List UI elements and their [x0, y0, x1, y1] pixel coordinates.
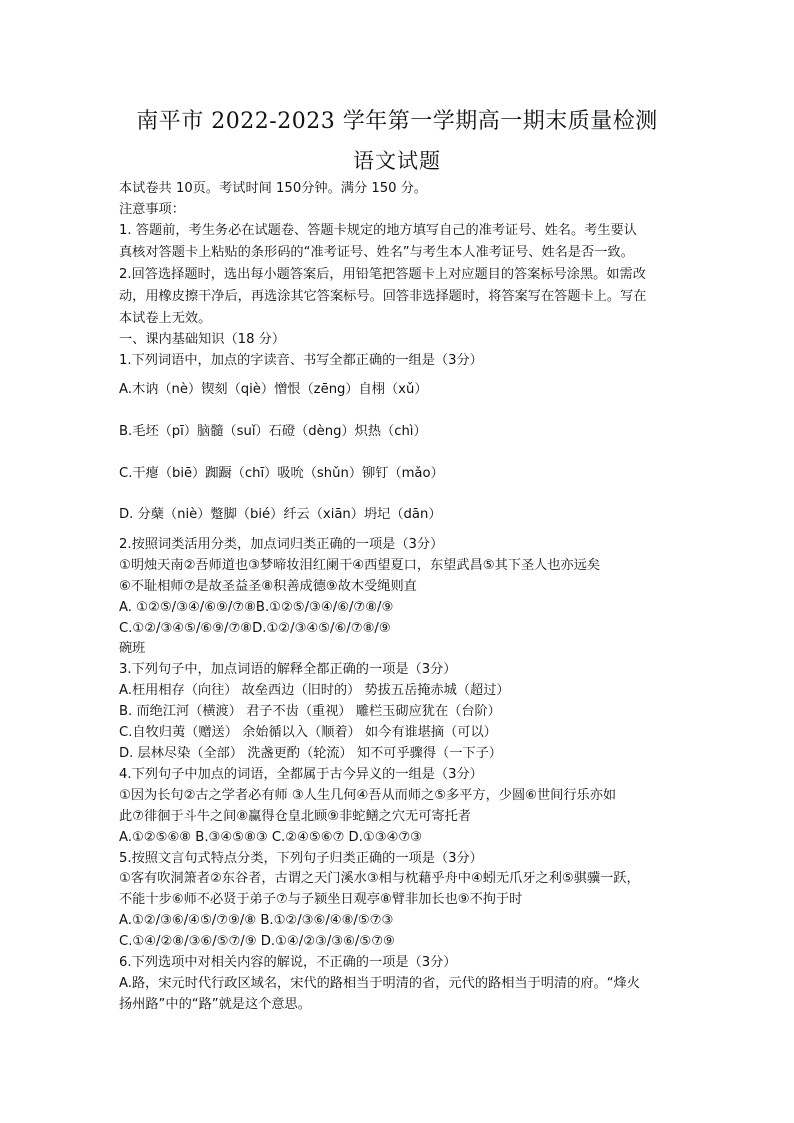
q4-items-line-1: ①因为长句②古之学者必有师 ③人生几何④吾从而师之⑤多平方，少圆⑥世间行乐亦如 — [119, 788, 617, 803]
q4-options: A.①②⑤⑥⑧ B.③④⑤⑧③ C.②④⑤⑥⑦ D.①③④⑦③ — [119, 830, 422, 845]
q2-extra-text: 碗班 — [119, 641, 146, 656]
q6-option-a-line-2: 扬州路”中的“路”就是这个意思。 — [119, 997, 311, 1012]
q3-option-a: A.枉用相存（向往） 故垒西边（旧时的） 势拔五岳掩赤城（超过） — [119, 683, 510, 698]
q1-stem: 1.下列词语中，加点的字读音、书写全都正确的一组是（3分） — [119, 353, 483, 368]
q5-options-ab: A.①②/③⑥/④⑤/⑦⑨/⑧ B.①②/③⑥/④⑧/⑤⑦③ — [119, 913, 394, 928]
q6-option-a-line-1: A.路，宋元时代行政区域名，宋代的路相当于明清的省，元代的路相当于明清的府。“烽火 — [119, 976, 640, 991]
q1-option-d: D. 分蘖（niè）蹩脚（bié）纤云（xiān）坍圮（dān） — [119, 507, 442, 522]
q4-stem: 4.下列句子中加点的词语，全都属于古今异义的一组是（3分） — [119, 767, 483, 782]
notice-2-line-3: 本试卷上无效。 — [119, 311, 212, 326]
q1-option-c: C.干瘪（biē）踟蹰（chī）吸吮（shǔn）铆钉（mǎo） — [119, 466, 444, 481]
q2-items-line-2: ⑥不耻相师⑦是故圣益圣⑧积善成德⑨故木受绳则直 — [119, 579, 417, 594]
q4-items-line-2: 此⑦徘徊于斗牛之间⑧赢得仓皇北顾⑨非蛇鳝之穴无可寄托者 — [119, 809, 471, 824]
notice-1-line-1: 1. 答题前，考生务必在试题卷、答题卡规定的地方填写自己的准考证号、姓名。考生要认 — [119, 223, 637, 238]
q3-option-b: B. 而绝江河（横渡） 君子不齿（重视） 雕栏玉砌应犹在（台阶） — [119, 704, 501, 719]
q6-stem: 6.下列选项中对相关内容的解说，不正确的一项是（3分） — [119, 955, 457, 970]
q5-items-line-2: 不能十步⑥师不必贤于弟子⑦与子颍坐日观亭⑧臂非加长也⑨不拘于时 — [119, 892, 523, 907]
q2-options-ab: A. ①②⑤/③④/⑥⑨/⑦⑧B.①②⑤/③④/⑥/⑦⑧/⑨ — [119, 600, 394, 615]
q2-stem: 2.按照词类活用分类，加点词归类正确的一项是（3分） — [119, 537, 444, 552]
q3-option-c: C.自牧归荑（赠送） 余始循以入（顺着） 如今有谁堪摘（可以） — [119, 725, 497, 740]
q1-option-b: B.毛坯（pī）脑髓（suǐ）石磴（dèng）炽热（chì） — [119, 424, 427, 439]
exam-info: 本试卷共 10页。考试时间 150分钟。满分 150 分。 — [119, 181, 428, 196]
q2-items-line-1: ①明烛天南②吾师道也③梦啼妆泪红阑干④西望夏口，东望武昌⑤其下圣人也亦远矣 — [119, 558, 601, 573]
exam-subtitle: 语文试题 — [353, 149, 441, 173]
q5-items-line-1: ①客有吹洞箫者②东谷者，古谓之天门溪水③相与枕藉乎舟中④蚓无爪牙之利⑤骐骥一跃， — [119, 871, 640, 886]
q3-stem: 3.下列句子中，加点词语的解释全都正确的一项是（3分） — [119, 662, 457, 677]
notice-heading: 注意事项： — [119, 202, 185, 217]
q5-options-cd: C.①④/②⑧/③⑥/⑤⑦/⑨ D.①④/②③/③⑥/⑤⑦⑨ — [119, 934, 395, 949]
section-heading: 一、课内基础知识（18 分） — [119, 332, 286, 347]
q1-option-a: A.木讷（nè）锲刻（qiè）憎恨（zēng）自栩（xǔ） — [119, 382, 428, 397]
exam-title: 南平市 2022-2023 学年第一学期高一期末质量检测 — [136, 109, 658, 134]
notice-2-line-2: 动，用橡皮擦干净后，再选涂其它答案标号。回答非选择题时，将答案写在答题卡上。写在 — [119, 289, 647, 304]
q3-option-d: D. 层林尽染（全部） 洗盏更酌（轮流） 知不可乎骤得（一下子） — [119, 746, 502, 761]
q5-stem: 5.按照文言句式特点分类，下列句子归类正确的一项是（3分） — [119, 851, 483, 866]
notice-1-line-2: 真核对答题卡上粘贴的条形码的“准考证号、姓名”与考生本人准考证号、姓名是否一致。 — [119, 245, 634, 260]
notice-2-line-1: 2.回答选择题时，选出每小题答案后，用铅笔把答题卡上对应题目的答案标号涂黑。如需改 — [119, 267, 646, 282]
q2-options-cd: C.①②/③④⑤/⑥⑨/⑦⑧D.①②/③④⑤/⑥/⑦⑧/⑨ — [119, 621, 391, 636]
